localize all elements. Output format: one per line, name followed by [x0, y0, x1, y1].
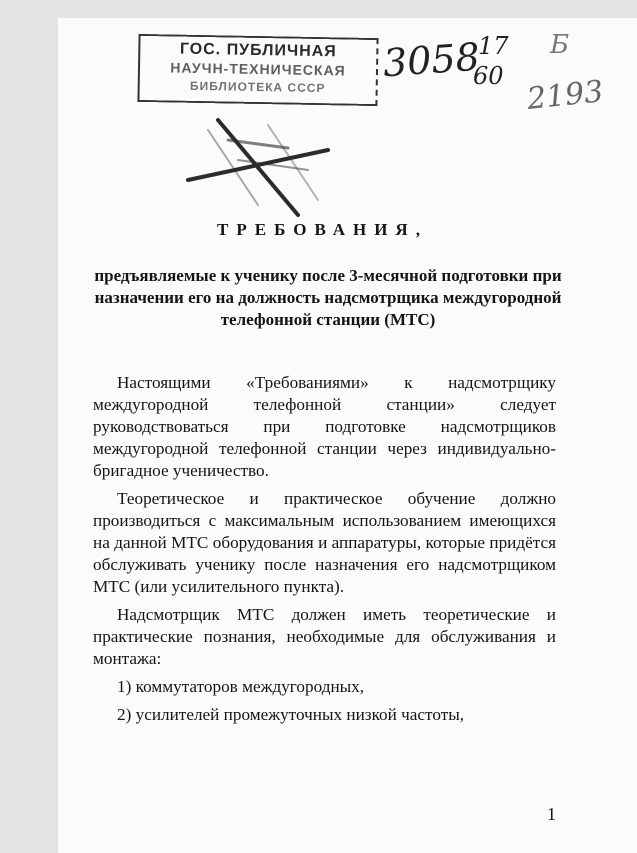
- document-title: ТРЕБОВАНИЯ,: [217, 220, 428, 239]
- handwritten-code: 2193: [525, 74, 605, 117]
- handwritten-fraction-top: 17: [478, 32, 509, 60]
- handwritten-letter: Б: [550, 30, 570, 60]
- stamp-line-1: ГОС. ПУБЛИЧНАЯ: [179, 40, 337, 61]
- handwritten-number: 3058: [381, 34, 482, 86]
- stamp-line-2: НАУЧН-ТЕХНИЧЕСКАЯ: [170, 59, 346, 79]
- smudged-stamp-mark: [168, 110, 348, 220]
- paragraph: Настоящими «Требованиями» к надсмотрщику междугородной телефонной станции» следует руководствоваться при подготовке надсмотрщиков междугородной телефонной станции через индивидуально-бригадное ученичество.: [93, 373, 556, 480]
- document-body: [93, 372, 556, 732]
- paragraph: Теоретическое и практическое обучение должно производиться с максимальным использованием имеющихся на данной МТС оборудования и аппаратуры, которые придётся обслуживать ученику после назначения его надсмотрщиком МТС (или усилительного пункта).: [93, 489, 556, 596]
- handwritten-fraction-bottom: 60: [473, 62, 504, 90]
- paragraph: Надсмотрщик МТС должен иметь теоретические и практические познания, необходимые для обслуживания и монтажа:: [93, 605, 556, 668]
- library-stamp: [137, 34, 378, 106]
- document-subtitle: предъявляемые к ученику после 3-месячной подготовки при назначении его на должность надсмотрщика междугородной телефонной станции (МТС): [94, 266, 562, 329]
- stamp-line-3: БИБЛИОТЕКА СССР: [189, 78, 326, 96]
- page-number: 1: [547, 804, 556, 824]
- list-item: 1) коммутаторов междугородных,: [117, 677, 365, 696]
- list-item: 2) усилителей промежуточных низкой частоты,: [117, 705, 465, 724]
